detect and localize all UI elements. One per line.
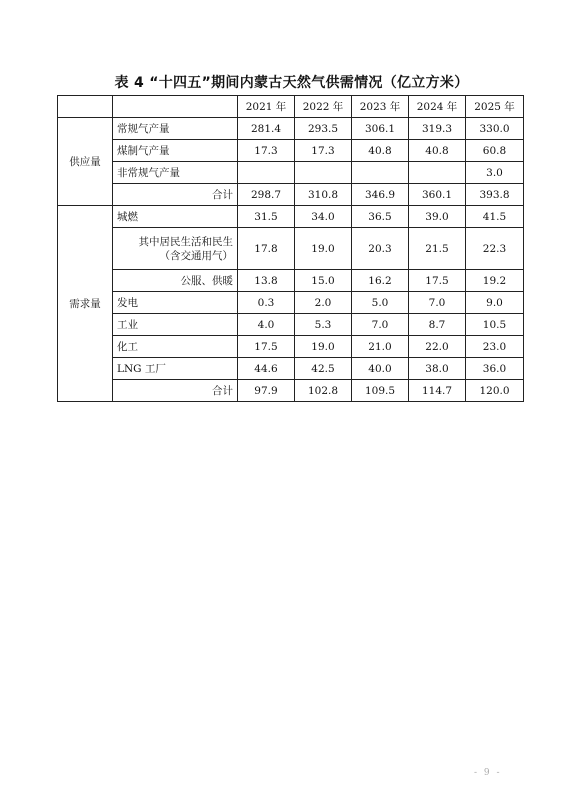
total-label: 合计 (113, 184, 238, 206)
value-cell: 5.0 (352, 292, 409, 314)
value-cell: 44.6 (238, 358, 295, 380)
value-cell: 19.2 (466, 270, 524, 292)
table-title: 表 4 “十四五”期间内蒙古天然气供需情况（亿立方米） (114, 75, 469, 91)
value-cell: 0.3 (238, 292, 295, 314)
demand-group-label: 需求量 (58, 206, 113, 402)
row-label: 工业 (113, 314, 238, 336)
value-cell: 17.3 (238, 140, 295, 162)
value-cell: 13.8 (238, 270, 295, 292)
table-row (58, 314, 524, 336)
value-cell: 7.0 (352, 314, 409, 336)
value-cell: 31.5 (238, 206, 295, 228)
value-cell: 16.2 (352, 270, 409, 292)
value-cell: 17.3 (295, 140, 352, 162)
value-cell: 38.0 (409, 358, 466, 380)
value-cell: 36.5 (352, 206, 409, 228)
value-cell: 23.0 (466, 336, 524, 358)
corner-cell (113, 96, 238, 118)
value-cell: 36.0 (466, 358, 524, 380)
value-cell: 293.5 (295, 118, 352, 140)
value-cell: 8.7 (409, 314, 466, 336)
value-cell: 10.5 (466, 314, 524, 336)
row-label: LNG 工厂 (113, 358, 238, 380)
value-cell: 97.9 (238, 380, 295, 402)
header-row (58, 96, 524, 118)
value-cell: 319.3 (409, 118, 466, 140)
value-cell (295, 162, 352, 184)
value-cell: 19.0 (295, 228, 352, 270)
value-cell (352, 162, 409, 184)
value-cell: 7.0 (409, 292, 466, 314)
year-header: 2023 年 (352, 96, 409, 118)
value-cell: 393.8 (466, 184, 524, 206)
row-label (113, 228, 238, 270)
table-row (58, 140, 524, 162)
row-label: 化工 (113, 336, 238, 358)
value-cell: 298.7 (238, 184, 295, 206)
year-header: 2025 年 (466, 96, 524, 118)
value-cell: 109.5 (352, 380, 409, 402)
row-label-line1: 其中居民生活和民生 (138, 235, 233, 248)
value-cell: 3.0 (466, 162, 524, 184)
row-label: 非常规气产量 (113, 162, 238, 184)
value-cell: 114.7 (409, 380, 466, 402)
value-cell: 346.9 (352, 184, 409, 206)
value-cell: 120.0 (466, 380, 524, 402)
row-label-line2: （含交通用气） (159, 249, 233, 262)
row-label: 公服、供暖 (113, 270, 238, 292)
value-cell: 20.3 (352, 228, 409, 270)
supply-total-row (58, 184, 524, 206)
table-row (58, 228, 524, 270)
value-cell: 360.1 (409, 184, 466, 206)
value-cell: 22.0 (409, 336, 466, 358)
supply-group-label: 供应量 (58, 118, 113, 206)
value-cell: 22.3 (466, 228, 524, 270)
value-cell: 306.1 (352, 118, 409, 140)
table-row (58, 336, 524, 358)
value-cell: 2.0 (295, 292, 352, 314)
total-label: 合计 (113, 380, 238, 402)
row-label: 城燃 (113, 206, 238, 228)
value-cell: 9.0 (466, 292, 524, 314)
value-cell: 60.8 (466, 140, 524, 162)
value-cell: 21.5 (409, 228, 466, 270)
table-row (58, 292, 524, 314)
year-header: 2022 年 (295, 96, 352, 118)
row-label: 煤制气产量 (113, 140, 238, 162)
value-cell: 39.0 (409, 206, 466, 228)
value-cell: 40.8 (352, 140, 409, 162)
value-cell: 17.8 (238, 228, 295, 270)
value-cell: 17.5 (238, 336, 295, 358)
table-row (58, 118, 524, 140)
table-row (58, 270, 524, 292)
value-cell: 41.5 (466, 206, 524, 228)
table-row (58, 358, 524, 380)
corner-cell (58, 96, 113, 118)
value-cell: 15.0 (295, 270, 352, 292)
value-cell: 40.8 (409, 140, 466, 162)
value-cell (409, 162, 466, 184)
table-row (58, 162, 524, 184)
value-cell: 21.0 (352, 336, 409, 358)
gas-supply-demand-table (57, 95, 524, 402)
row-label: 常规气产量 (113, 118, 238, 140)
table-row (58, 206, 524, 228)
year-header: 2021 年 (238, 96, 295, 118)
value-cell (238, 162, 295, 184)
page-number: - 9 - (474, 768, 502, 778)
value-cell: 5.3 (295, 314, 352, 336)
value-cell: 102.8 (295, 380, 352, 402)
value-cell: 330.0 (466, 118, 524, 140)
value-cell: 40.0 (352, 358, 409, 380)
value-cell: 281.4 (238, 118, 295, 140)
value-cell: 19.0 (295, 336, 352, 358)
value-cell: 4.0 (238, 314, 295, 336)
year-header: 2024 年 (409, 96, 466, 118)
row-label: 发电 (113, 292, 238, 314)
demand-total-row (58, 380, 524, 402)
value-cell: 34.0 (295, 206, 352, 228)
value-cell: 310.8 (295, 184, 352, 206)
value-cell: 17.5 (409, 270, 466, 292)
value-cell: 42.5 (295, 358, 352, 380)
